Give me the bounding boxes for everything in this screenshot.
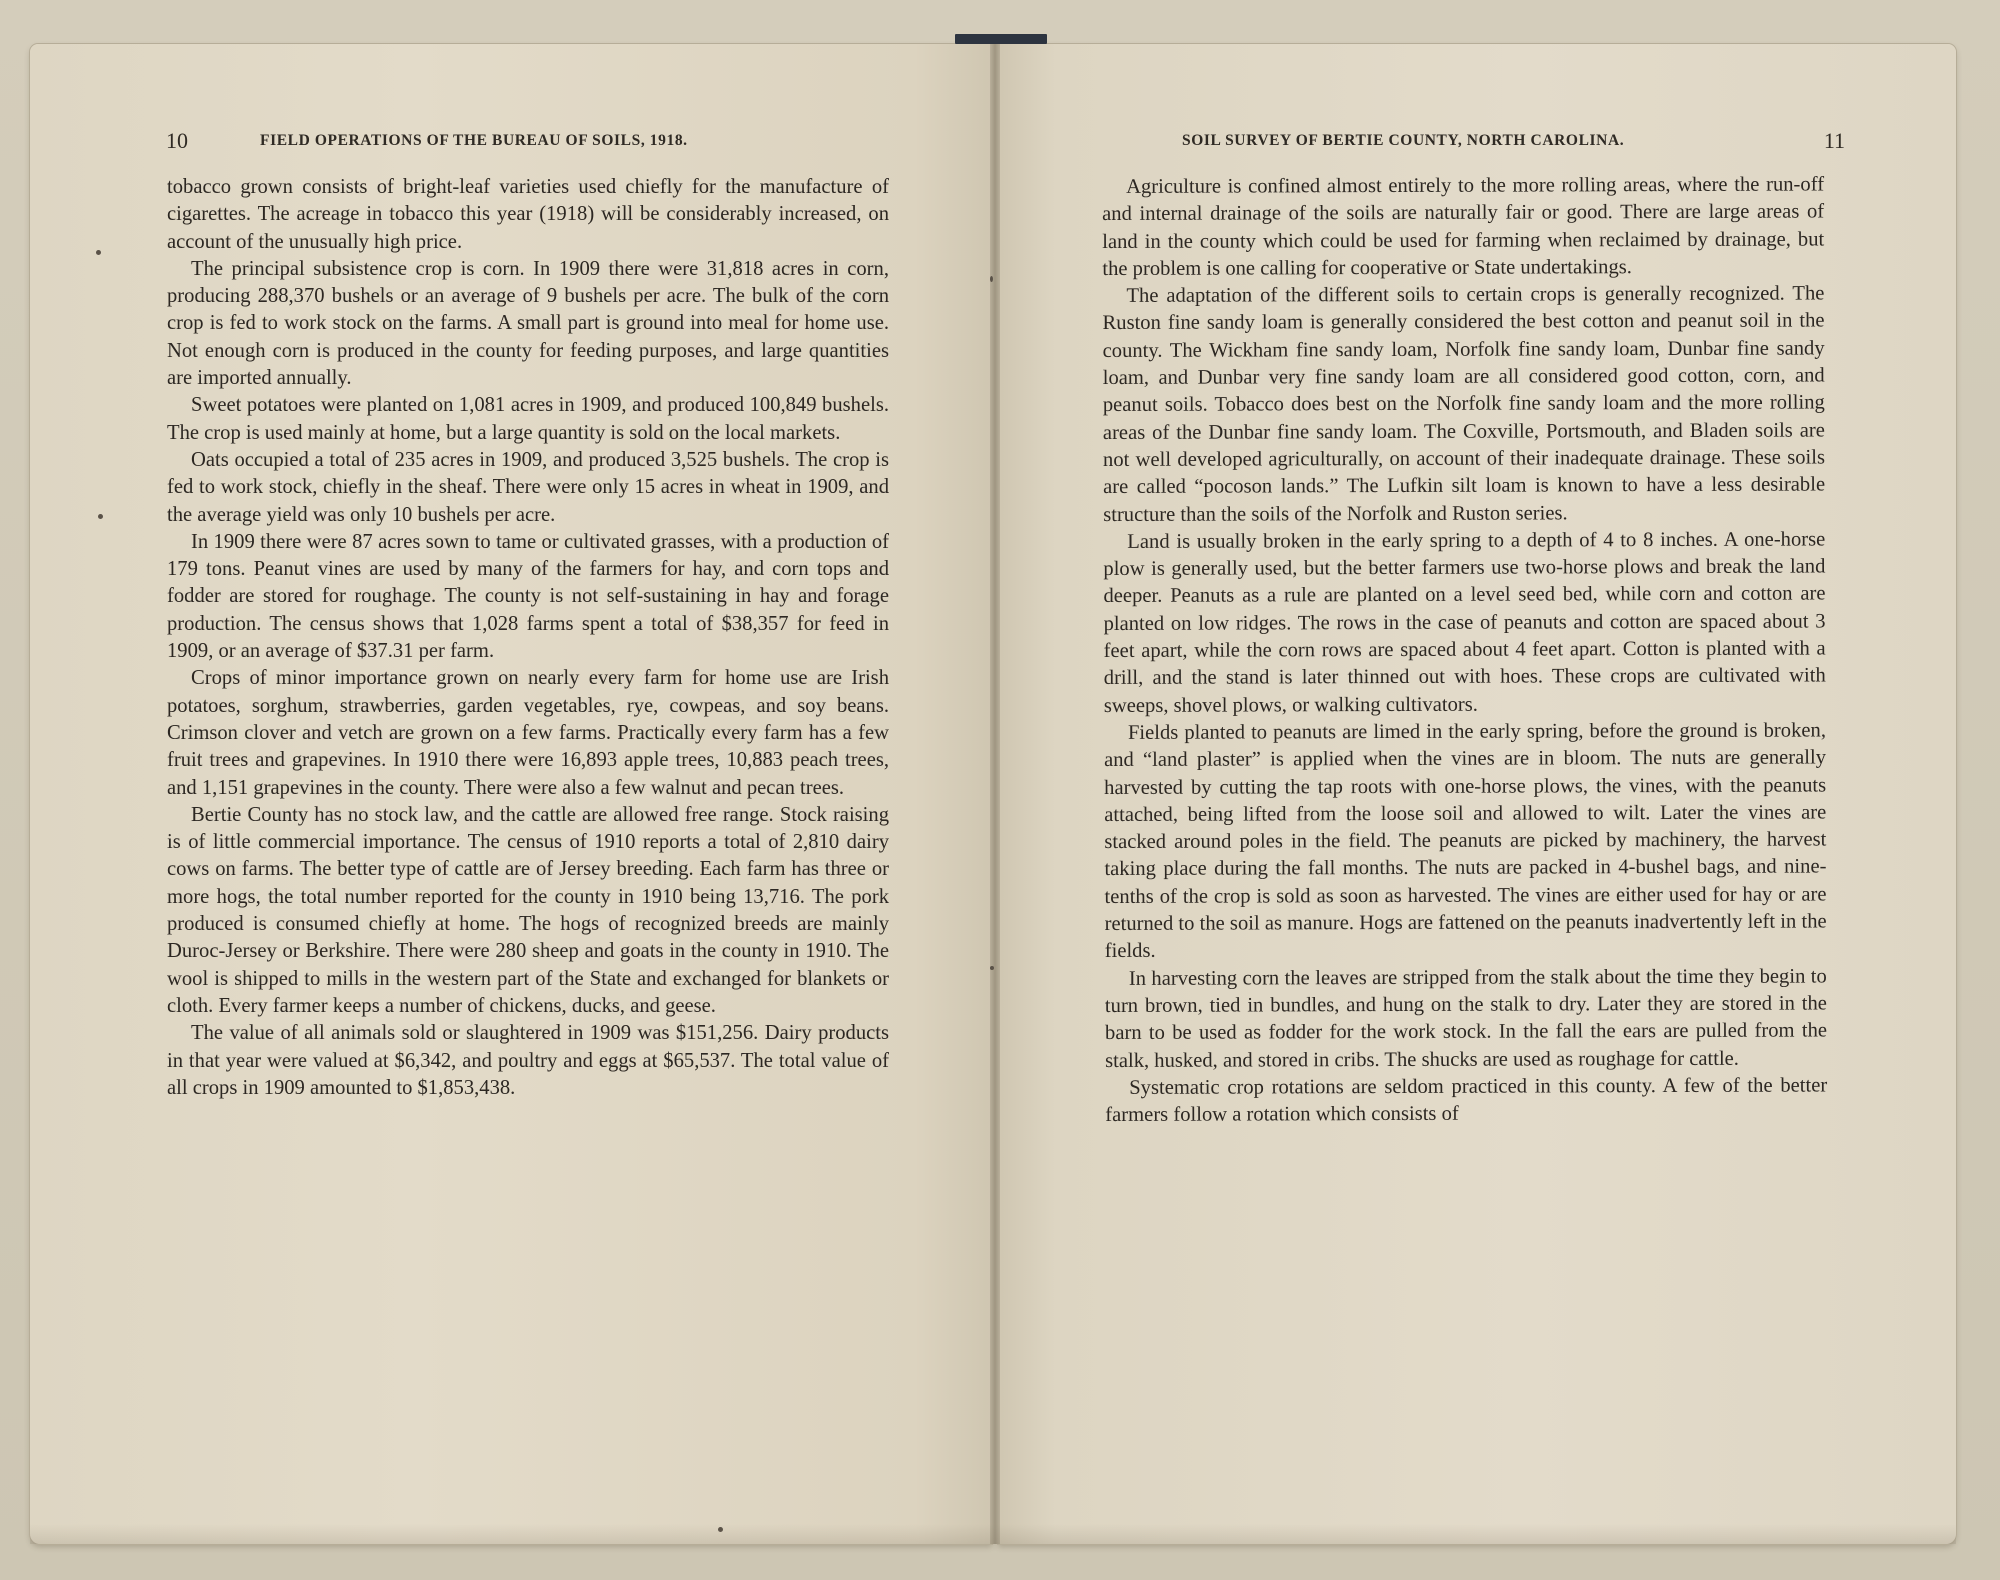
left-running-header	[166, 128, 896, 158]
paragraph: Fields planted to peanuts are limed in the early spring, before the ground is broken, and “land plaster” is applied when the vines are in bloom. The nuts are generally harvested by cutting the tap roots with one-horse plows, the vines, with the peanuts attached, being lifted from the loose soil and allowed to wilt. Later the vines are stacked around poles in the field. The peanuts are picked by machinery, the harvest taking place during the fall months. The nuts are packed in 4-bushel bags, and nine-tenths of the crop is sold as soon as harvested. The vines are either used for hay or are returned to the soil as manure. Hogs are fattened on the peanuts inadvertently left in the fields.	[1104, 719, 1827, 963]
paragraph: Systematic crop rotations are seldom practiced in this county. A few of the better farmers follow a rotation which consists of	[1105, 1074, 1828, 1127]
right-running-head: SOIL SURVEY OF BERTIE COUNTY, NORTH CAROLINA.	[1182, 132, 1625, 149]
paragraph: The adaptation of the different soils to certain crops is generally recognized. The Ruston fine sandy loam is generally considered the best cotton and peanut soil in the county. The Wickham fine sandy loam, Norfolk fine sandy loam, Dunbar fine sandy loam, and Dunbar very fine sandy loam are all considered good cotton, corn, and peanut soils. Tobacco does best on the Norfolk fine sandy loam and the more rolling areas of the Dunbar fine sandy loam. The Coxville, Portsmouth, and Bladen soils are not well developed agriculturally, on account of their inadequate drainage. These soils are called “pocoson lands.” The Lufkin silt loam is known to have a less desirable structure than the soils of the Norfolk and Ruston series.	[1102, 282, 1826, 526]
paragraph: Agriculture is confined almost entirely to the more rolling areas, where the run-off and internal drainage of the soils are naturally fair or good. There are large areas of land in the county which could be used for farming when reclaimed by drainage, but the problem is one calling for cooperative or State undertakings.	[1102, 173, 1825, 280]
margin-speck	[718, 1527, 723, 1532]
paragraph: The principal subsistence crop is corn. In 1909 there were 31,818 acres in corn, producing 288,370 bushels or an average of 9 bushels per acre. The bulk of the corn crop is fed to work stock on the farms. A small part is ground into meal for home use. Not enough corn is produced in the county for feeding purposes, and large quantities are imported annually.	[167, 257, 889, 390]
margin-speck	[98, 514, 103, 519]
paragraph: Sweet potatoes were planted on 1,081 acres in 1909, and produced 100,849 bushels. The crop is used mainly at home, but a large quantity is sold on the local markets.	[167, 394, 889, 444]
right-page-number: 11	[1823, 128, 1845, 153]
paragraph: tobacco grown consists of bright-leaf varieties used chiefly for the manufacture of cigarettes. The acreage in tobacco this year (1918) will be considerably increased, on account of the unusually high price.	[167, 176, 889, 253]
left-page-body	[167, 174, 889, 1102]
right-running-header	[1100, 128, 1845, 158]
paragraph: In 1909 there were 87 acres sown to tame or cultivated grasses, with a production of 179 tons. Peanut vines are used by many of the farmers for hay, and corn tops and fodder are stored for roughage. The county is not self-sustaining in hay and forage production. The census shows that 1,028 farms spent a total of $38,357 for feed in 1909, or an average of $37.31 per farm.	[167, 530, 889, 663]
binding-tab	[955, 34, 1047, 44]
margin-speck	[96, 250, 101, 255]
left-page-number: 10	[166, 128, 188, 153]
margin-speck	[990, 966, 994, 970]
paragraph: Bertie County has no stock law, and the cattle are allowed free range. Stock raising is of little commercial importance. The census of 1910 reports a total of 2,810 dairy cows on farms. The better type of cattle are of Jersey breeding. Each farm has three or more hogs, the total number reported for the county in 1910 being 13,716. The pork produced is consumed chiefly at home. The hogs of recognized breeds are mainly Duroc-Jersey or Berkshire. There were 280 sheep and goats in the county in 1910. The wool is shipped to mills in the western part of the State and exchanged for blankets or cloth. Every farmer keeps a number of chickens, ducks, and geese.	[167, 803, 889, 1017]
right-page-body	[1102, 171, 1827, 1129]
book-gutter	[990, 44, 1000, 1544]
margin-speck	[990, 276, 993, 282]
left-running-head: FIELD OPERATIONS OF THE BUREAU OF SOILS, 1918.	[260, 132, 688, 149]
paragraph: In harvesting corn the leaves are stripped from the stalk about the time they begin to turn brown, tied in bundles, and hung on the stalk to dry. Later they are stored in the barn to be used as fodder for the work stock. In the fall the ears are pulled from the stalk, husked, and stored in cribs. The shucks are used as roughage for cattle.	[1104, 965, 1828, 1072]
paragraph: Land is usually broken in the early spring to a depth of 4 to 8 inches. A one-horse plow is generally used, but the better farmers use two-horse plows and break the land deeper. Peanuts as a rule are planted on a level seed bed, while corn and cotton are planted on low ridges. The rows in the case of peanuts and cotton are spaced about 3 feet apart, while the corn rows are spaced about 4 feet apart. Cotton is planted with a drill, and the stand is later thinned out with hoes. These crops are cultivated with sweeps, shovel plows, or walking cultivators.	[1103, 528, 1826, 717]
paragraph: Oats occupied a total of 235 acres in 1909, and produced 3,525 bushels. The crop is fed to work stock, chiefly in the sheaf. There were only 15 acres in wheat in 1909, and the average yield was only 10 bushels per acre.	[167, 448, 889, 526]
paragraph: The value of all animals sold or slaughtered in 1909 was $151,256. Dairy products in that year were valued at $6,342, and poultry and eggs at $65,537. The total value of all crops in 1909 amounted to $1,853,438.	[167, 1022, 889, 1099]
paragraph: Crops of minor importance grown on nearly every farm for home use are Irish potatoes, sorghum, strawberries, garden vegetables, rye, cowpeas, and soy beans. Crimson clover and vetch are grown on a few farms. Practically every farm has a few fruit trees and grapevines. In 1910 there were 16,893 apple trees, 10,883 peach trees, and 1,151 grapevines in the county. There were also a few walnut and pecan trees.	[167, 667, 889, 799]
